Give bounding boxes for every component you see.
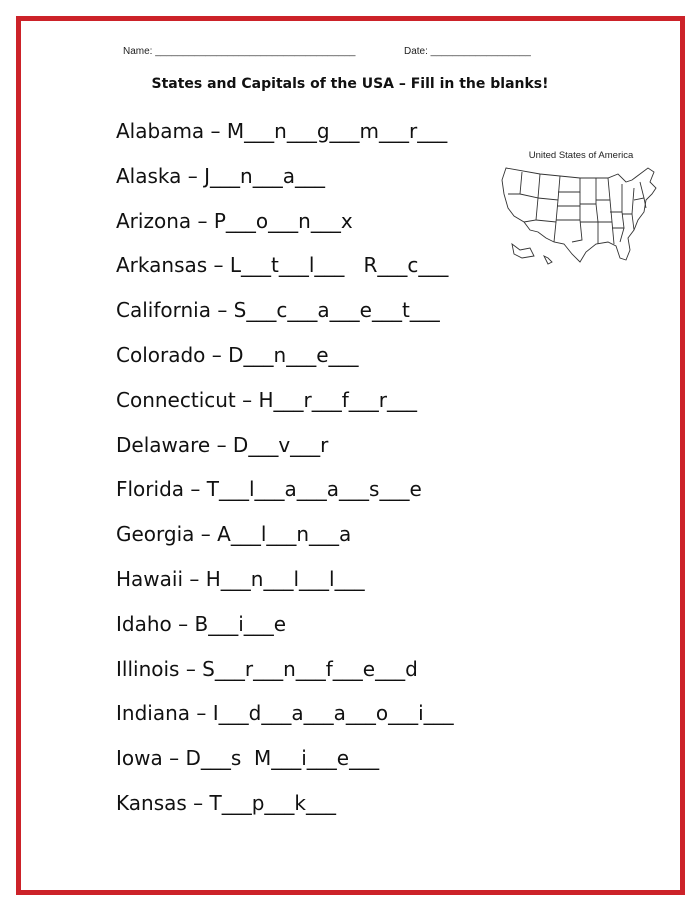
list-item-california[interactable]: California – S___c___a___e___t___ — [116, 298, 440, 323]
usa-map — [498, 150, 664, 270]
list-item-delaware[interactable]: Delaware – D___v___r — [116, 432, 329, 457]
worksheet-title: States and Capitals of the USA – Fill in the blanks! — [151, 76, 549, 92]
list-item-idaho[interactable]: Idaho – B___i___e — [116, 611, 287, 636]
list-item-indiana[interactable]: Indiana – I___d___a___a___o___i___ — [116, 701, 454, 726]
list-item-illinois[interactable]: Illinois – S___r___n___f___e___d — [116, 656, 418, 681]
list-item-alabama[interactable]: Alabama – M___n___g___m___r___ — [116, 119, 448, 143]
list-item-arizona[interactable]: Arizona – P___o___n___x — [116, 208, 353, 233]
fill-in-list — [116, 114, 454, 831]
list-item-hawaii[interactable]: Hawaii – H___n___l___l___ — [116, 566, 365, 591]
list-item-kansas[interactable]: Kansas – T___p___k___ — [116, 790, 336, 815]
list-item-colorado[interactable]: Colorado – D___n___e___ — [116, 342, 359, 367]
list-item-connecticut[interactable]: Connecticut – H___r___f___r___ — [116, 387, 418, 412]
list-item-arkansas[interactable]: Arkansas – L___t___l___ R___c___ — [116, 253, 449, 278]
date-field-label[interactable]: Date: __________________ — [404, 46, 531, 57]
map-caption: United States of America — [528, 150, 634, 161]
list-item-florida[interactable]: Florida – T___l___a___a___s___e — [116, 477, 422, 502]
usa-map-icon — [500, 164, 662, 268]
list-item-georgia[interactable]: Georgia – A___l___n___a — [116, 522, 352, 547]
list-item-iowa[interactable]: Iowa – D___s M___i___e___ — [116, 746, 380, 771]
list-item-alaska[interactable]: Alaska – J___n___a___ — [116, 163, 325, 188]
name-field-label[interactable]: Name: ____________________________________ — [123, 46, 356, 57]
